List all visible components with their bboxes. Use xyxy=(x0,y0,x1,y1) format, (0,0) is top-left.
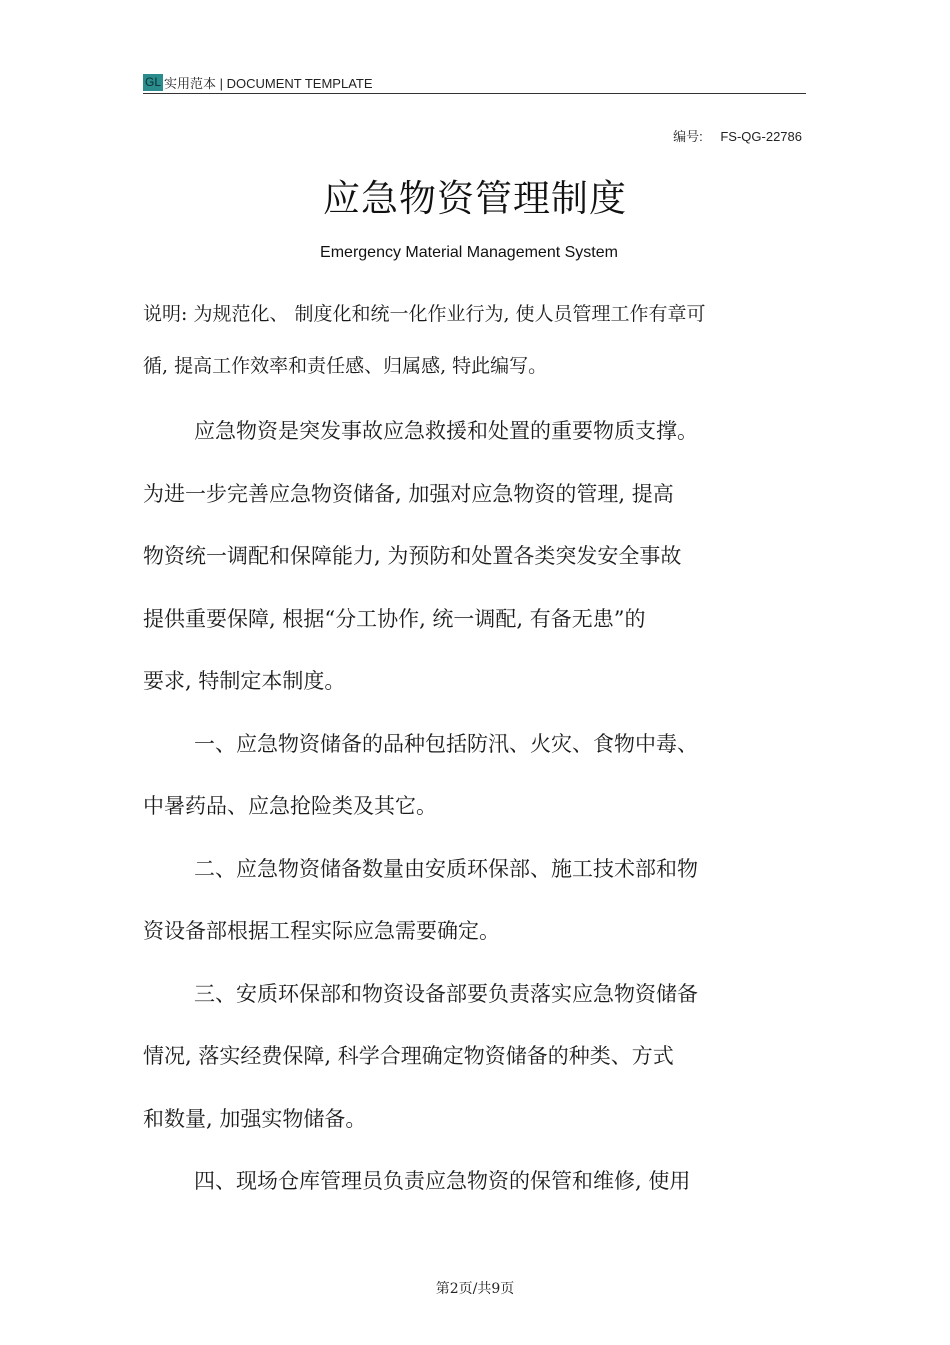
paragraph-line: 要求, 特制定本制度。 xyxy=(143,669,346,693)
document-header xyxy=(143,71,806,94)
note-line: 循, 提高工作效率和责任感、归属感, 特此编写。 xyxy=(143,355,548,377)
paragraph-line: 和数量, 加强实物储备。 xyxy=(143,1106,367,1131)
paragraph-line: 资设备部根据工程实际应急需要确定。 xyxy=(143,919,500,943)
document-title: 应急物资管理制度 xyxy=(323,177,627,220)
paragraph-line: 为进一步完善应急物资储备, 加强对应急物资的管理, 提高 xyxy=(143,481,674,506)
paragraph-line: 提供重要保障, 根据“分工协作, 统一调配, 有备无患”的 xyxy=(143,606,646,631)
description-note xyxy=(143,288,803,392)
header-text: 实用范本 | DOCUMENT TEMPLATE xyxy=(164,75,373,91)
document-number-label: 编号: xyxy=(673,129,703,144)
paragraph-line: 物资统一调配和保障能力, 为预防和处置各类突发安全事故 xyxy=(143,544,682,568)
paragraph-line: 一、应急物资储备的品种包括防汛、火灾、食物中毒、 xyxy=(194,731,698,756)
paragraph-line: 中暑药品、应急抢险类及其它。 xyxy=(143,794,437,818)
paragraph-line: 三、安质环保部和物资设备部要负责落实应急物资储备 xyxy=(194,981,698,1006)
paragraph-line: 应急物资是突发事故应急救援和处置的重要物质支撑。 xyxy=(194,419,698,443)
paragraph-line: 四、现场仓库管理员负责应急物资的保管和维修, 使用 xyxy=(194,1169,691,1193)
document-number-value: FS-QG-22786 xyxy=(720,129,802,144)
gl-logo: GL xyxy=(145,74,162,89)
document-body xyxy=(143,400,763,1213)
paragraph-line: 情况, 落实经费保障, 科学合理确定物资储备的种类、方式 xyxy=(143,1044,674,1068)
page-number: 第2页/共9页 xyxy=(435,1281,515,1297)
note-line: 说明: 为规范化、 制度化和统一化作业行为, 使人员管理工作有章可 xyxy=(143,303,706,325)
document-number xyxy=(673,126,802,145)
document-subtitle: Emergency Material Management System xyxy=(320,244,618,261)
paragraph-line: 二、应急物资储备数量由安质环保部、施工技术部和物 xyxy=(194,856,698,881)
